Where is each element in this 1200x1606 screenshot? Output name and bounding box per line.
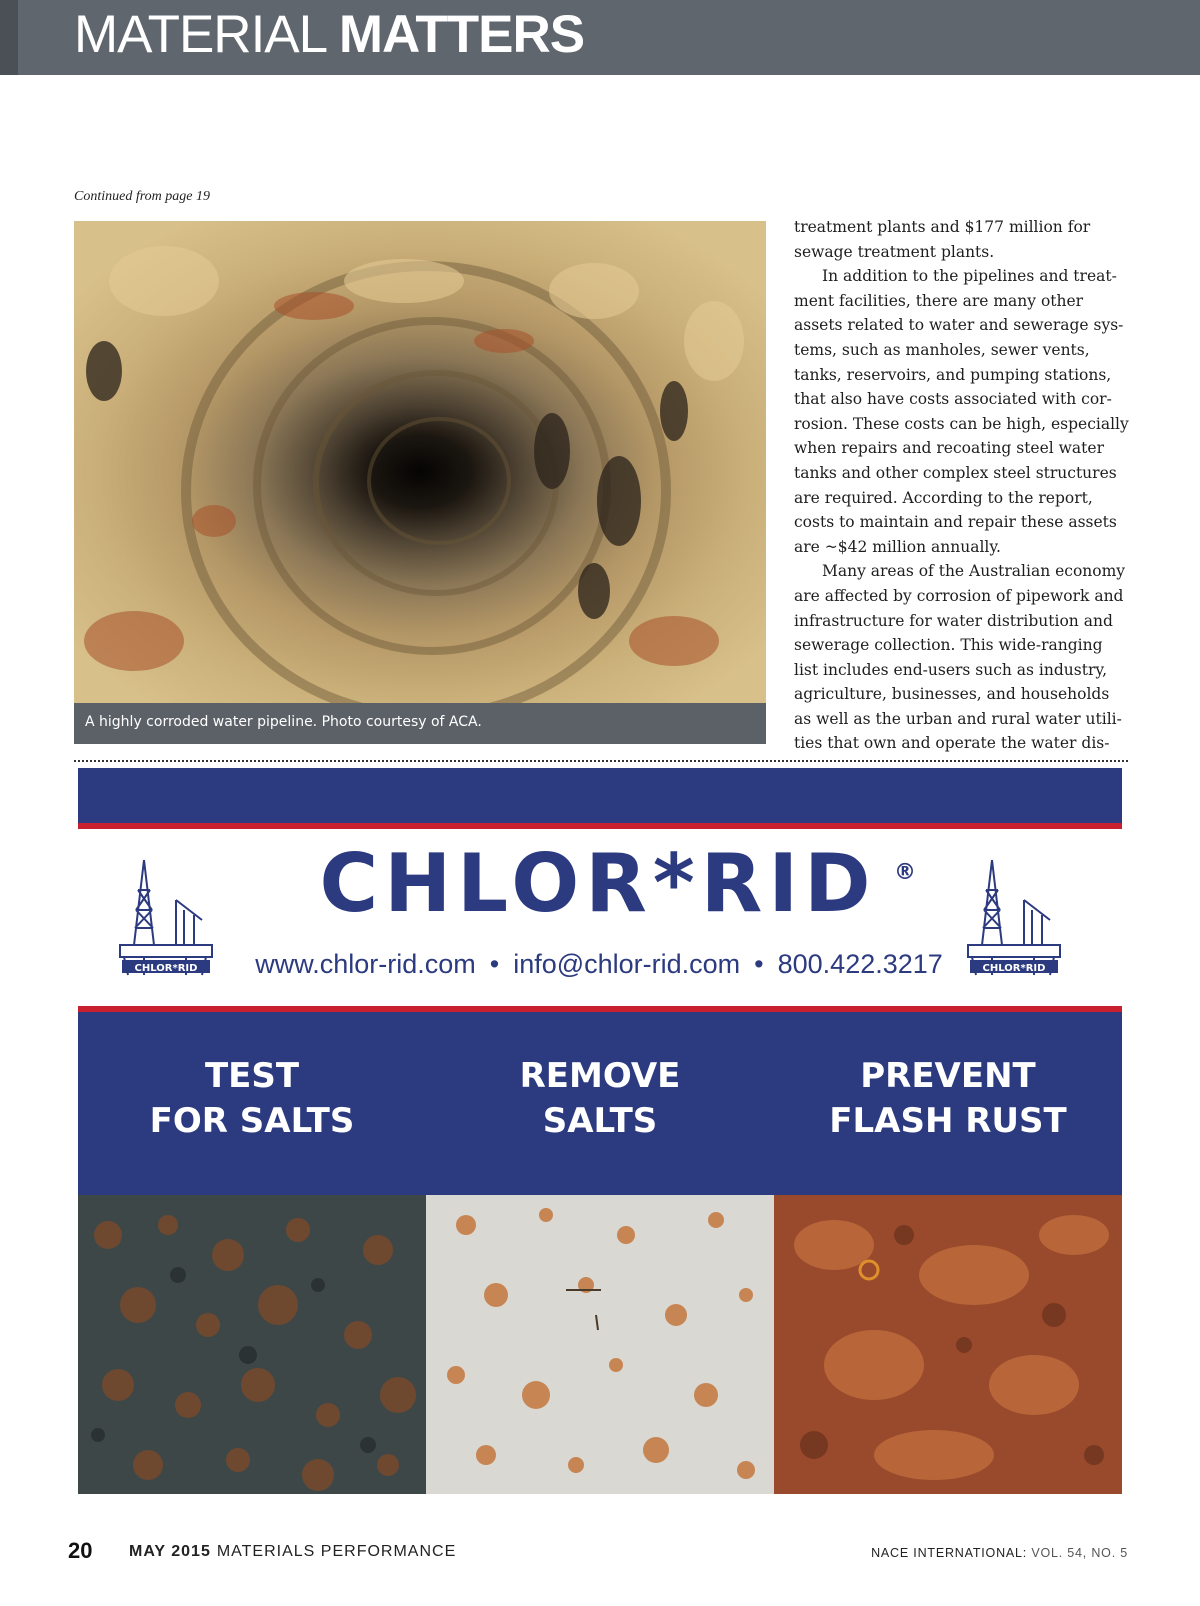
article-line: infrastructure for water distribution and	[794, 611, 1113, 630]
slogan-line: TEST	[204, 1056, 300, 1096]
slogan-line: REMOVE	[519, 1056, 681, 1096]
volume-line	[871, 1546, 1128, 1560]
article-line: assets related to water and sewerage sys-	[794, 316, 1124, 335]
page-footer	[0, 1538, 1200, 1568]
slogan-test-for-salts	[78, 1054, 426, 1144]
rust-texture-red	[774, 1195, 1122, 1494]
dotted-divider	[74, 760, 1128, 762]
publication-name: MATERIALS PERFORMANCE	[216, 1543, 457, 1560]
article-line: In addition to the pipelines and treat-	[822, 267, 1117, 286]
slogan-line: PREVENT	[860, 1056, 1036, 1096]
brand-name: CHLOR*RID	[319, 837, 877, 930]
section-title	[74, 5, 585, 64]
article-text-column	[794, 215, 1134, 756]
header-accent-bar	[0, 0, 18, 75]
slogan-remove-salts	[426, 1054, 774, 1144]
contact-line	[254, 949, 944, 980]
contact-separator: •	[754, 949, 764, 979]
slogan-line: FOR SALTS	[149, 1101, 355, 1141]
issue-date: MAY 2015	[129, 1543, 211, 1560]
photo-caption: A highly corroded water pipeline. Photo courtesy of ACA.	[85, 714, 482, 730]
article-line: sewerage collection. This wide-ranging	[794, 636, 1103, 655]
ad-top-blue-band	[78, 768, 1122, 823]
rig-logo-text-left: CHLOR*RID	[134, 963, 198, 974]
photo-caption-bar	[74, 703, 766, 744]
article-line: are affected by corrosion of pipework and	[794, 586, 1124, 605]
publisher-name: NACE INTERNATIONAL:	[871, 1546, 1028, 1560]
rust-texture-light	[426, 1195, 774, 1494]
rust-swatch-flash-rust	[774, 1195, 1122, 1494]
article-line: costs to maintain and repair these assets	[794, 513, 1117, 532]
article-line: rosion. These costs can be high, especially	[794, 414, 1129, 433]
article-line: Many areas of the Australian economy	[822, 562, 1126, 581]
article-line: as well as the urban and rural water utili-	[794, 709, 1122, 728]
website-link[interactable]: www.chlor-rid.com	[255, 949, 476, 979]
phone-number[interactable]: 800.422.3217	[777, 949, 943, 979]
article-line: ment facilities, there are many other	[794, 291, 1084, 310]
registered-mark: ®	[894, 860, 916, 885]
continued-from-note: Continued from page 19	[74, 189, 210, 204]
article-line: treatment plants and $177 million for	[794, 218, 1091, 236]
slogan-line: FLASH RUST	[829, 1101, 1067, 1141]
contact-separator: •	[489, 949, 500, 979]
email-link[interactable]: info@chlor-rid.com	[513, 949, 741, 979]
page-number: 20	[68, 1538, 93, 1563]
article-line: agriculture, businesses, and households	[794, 685, 1110, 704]
article-line: list includes end-users such as industry,	[794, 660, 1107, 679]
article-line: sewage treatment plants.	[794, 242, 995, 261]
article-line: are required. According to the report,	[794, 488, 1093, 507]
rust-texture-dark	[78, 1195, 426, 1494]
chlor-rid-advertisement	[78, 768, 1122, 1494]
issue-line	[129, 1543, 456, 1561]
article-line: tanks and other complex steel structures	[794, 463, 1117, 482]
oil-rig-icon	[962, 850, 1064, 980]
section-title-light: MATERIAL	[74, 5, 326, 64]
pipeline-photo-illustration	[74, 221, 766, 703]
slogan-prevent-flash-rust	[774, 1054, 1122, 1144]
article-line: ties that own and operate the water dis-	[794, 734, 1110, 753]
volume-number: VOL. 54, NO. 5	[1031, 1546, 1128, 1560]
article-line: when repairs and recoating steel water	[794, 439, 1104, 458]
slogan-line: SALTS	[542, 1101, 658, 1141]
section-header-band	[0, 0, 1200, 75]
oil-rig-icon	[114, 850, 216, 980]
corroded-pipeline-photo	[74, 221, 766, 703]
article-line: tanks, reservoirs, and pumping stations,	[794, 365, 1112, 384]
article-line: that also have costs associated with cor-	[794, 390, 1112, 409]
rig-logo-text-right: CHLOR*RID	[982, 963, 1046, 974]
section-title-bold: MATTERS	[338, 5, 585, 64]
rust-swatch-salts-test	[78, 1195, 426, 1494]
article-line: are ~$42 million annually.	[794, 537, 1001, 556]
rust-swatch-salts-removal	[426, 1195, 774, 1494]
article-line: tems, such as manholes, sewer vents,	[794, 340, 1090, 359]
